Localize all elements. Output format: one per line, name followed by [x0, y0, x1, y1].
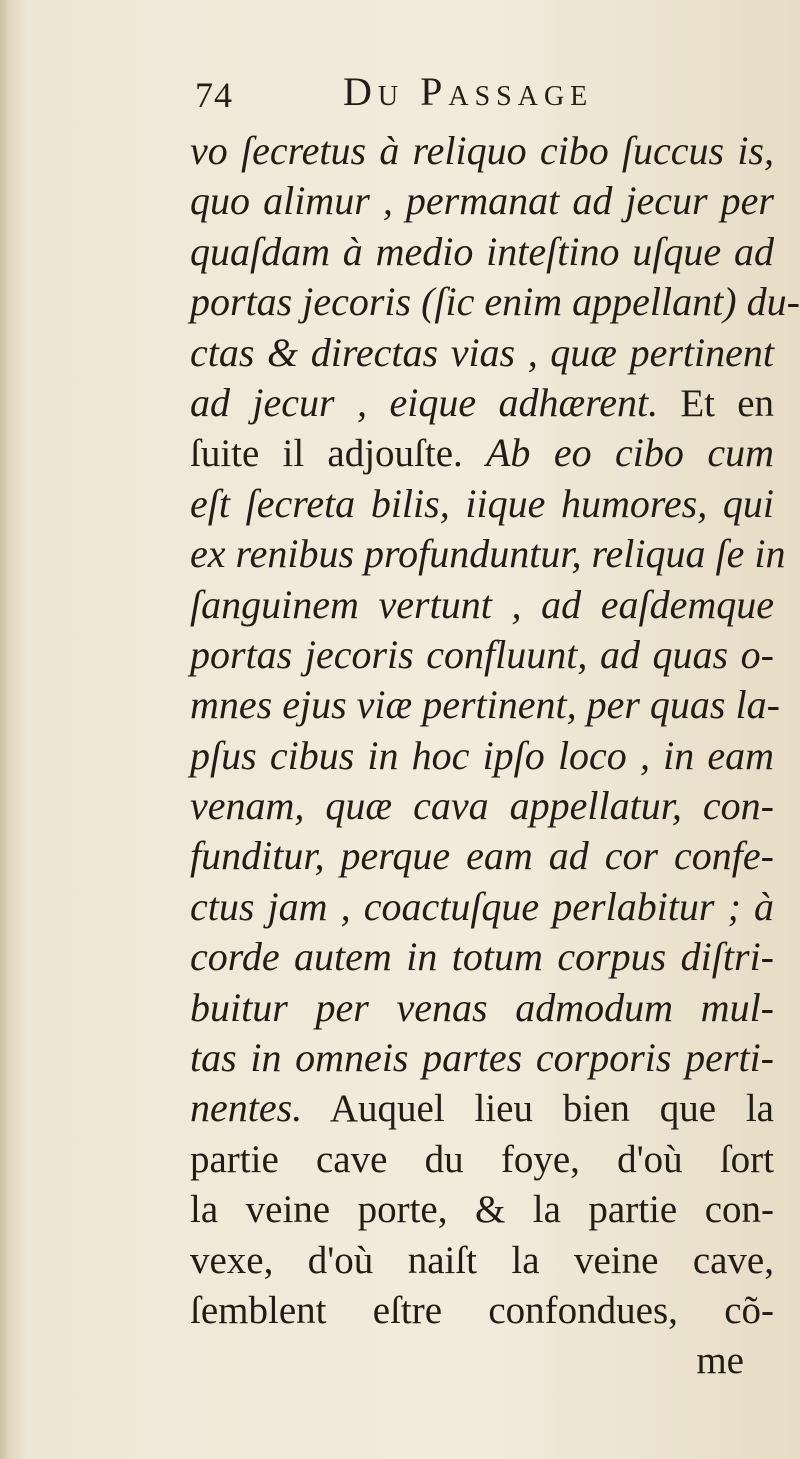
latin-quote-text: vo ſecretus à reliquo cibo ſuccus is,: [190, 128, 774, 173]
latin-quote-text: ex renibus profunduntur, reliqua ſe in: [190, 531, 786, 577]
catchword: [190, 1335, 774, 1385]
latin-quote-text: Ab eo cibo cum: [485, 430, 774, 476]
text-line: [190, 1033, 774, 1083]
text-line: [190, 126, 774, 176]
text-line: [190, 1285, 774, 1335]
latin-quote-text: eſt ſecreta bilis, iique humores, qui: [190, 480, 774, 526]
text-line: [190, 1184, 774, 1234]
text-line: [190, 831, 774, 881]
text-line: [190, 882, 774, 932]
text-line: [190, 731, 774, 781]
text-line: [190, 983, 774, 1033]
french-text: la veine porte, & la partie con-: [190, 1188, 774, 1232]
french-text: Et en: [658, 381, 775, 425]
text-line: [190, 630, 774, 680]
latin-quote-text: portas jecoris (ſic enim appellant) du-: [190, 279, 800, 325]
latin-quote-text: buitur per venas admodum mul-: [190, 984, 774, 1030]
page-header: [195, 68, 755, 118]
french-text: partie cave du foye, d'où ſort: [190, 1137, 774, 1181]
text-line: [190, 227, 774, 277]
running-head: Du Passage: [343, 69, 594, 114]
latin-quote-text: ſanguinem vertunt , ad eaſdemque: [190, 581, 774, 627]
latin-quote-text: nentes.: [190, 1085, 303, 1131]
french-text: ſuite il adjouſte.: [190, 432, 486, 476]
text-line: [190, 328, 774, 378]
text-line: [190, 1134, 774, 1184]
latin-quote-text: quaſdam à medio inteſtino uſque ad: [190, 228, 774, 274]
latin-quote-text: mnes ejus viæ pertinent, per quas la-: [190, 682, 780, 728]
latin-quote-text: funditur, perque eam ad cor confe-: [190, 833, 774, 879]
latin-quote-text: venam, quæ cava appellatur, con-: [190, 783, 774, 829]
latin-quote-text: ad jecur , eique adhærent.: [190, 379, 659, 425]
text-line: [190, 781, 774, 831]
text-line: [190, 277, 800, 327]
text-line: [190, 428, 774, 478]
body-text: [190, 126, 800, 1386]
latin-quote-text: ctus jam , coactuſque perlabitur ; à: [190, 883, 774, 929]
text-line: [190, 479, 774, 529]
text-line: [190, 932, 774, 982]
latin-quote-text: corde autem in totum corpus diſtri-: [190, 934, 774, 980]
text-line: [190, 1083, 774, 1133]
text-line: [190, 529, 786, 579]
text-line: [190, 176, 774, 226]
french-text: vexe, d'où naiſt la veine cave,: [190, 1238, 774, 1282]
french-text: Auquel lieu bien que la: [302, 1087, 774, 1131]
french-text: ſemblent eſtre confondues, cõ-: [190, 1288, 774, 1332]
latin-quote-text: ctas & directas vias , quæ pertinent: [190, 329, 774, 375]
latin-quote-text: pſus cibus in hoc ipſo loco , in eam: [190, 732, 774, 778]
text-line: [190, 680, 780, 730]
catchword-text: me: [696, 1339, 744, 1383]
page-number: 74: [195, 75, 233, 115]
latin-quote-text: portas jecoris confluunt, ad quas o-: [190, 631, 774, 677]
text-line: [190, 1235, 774, 1285]
text-line: [190, 378, 774, 428]
latin-quote-text: quo alimur , permanat ad jecur per: [190, 178, 774, 224]
latin-quote-text: tas in omneis partes corporis perti-: [190, 1035, 774, 1081]
text-line: [190, 580, 774, 630]
